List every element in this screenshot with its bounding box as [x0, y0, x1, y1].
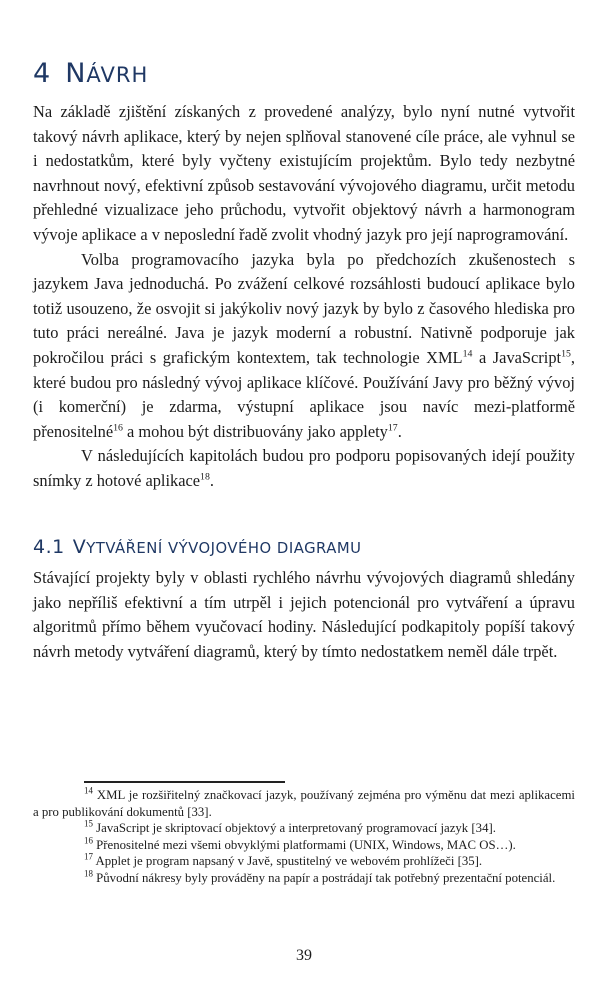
footnotes: [33, 787, 575, 887]
section-title-initial: V: [72, 536, 87, 558]
footnote-17: $^{17}$ Applet je program napsaný v Javě, spustitelný ve webovém prohlížeči [35].: [84, 852, 483, 869]
chapter-heading: [33, 58, 148, 89]
page-number: 39: [296, 947, 312, 964]
footnote-18: $^{18}$ Původní nákresy byly prováděny na papír a postrádají tak potřebný prezentační potenciál.: [84, 868, 556, 885]
footnote-14: $^{14}$ XML je rozšiřitelný značkovací jazyk, používaný zejména pro výměnu dat mezi aplikacemi a pro publikování dokumentů [33].: [33, 785, 575, 819]
document-page: [33, 0, 575, 1000]
footnote-ref-15[interactable]: 15: [561, 348, 571, 360]
footnote-ref-16[interactable]: 16: [113, 422, 123, 434]
paragraph-3: V následujících kapitolách budou pro podporu popisovaných idejí použity snímky z hotové aplikace$^{18}$.: [33, 446, 575, 490]
chapter-title-rest: ÁVRH: [86, 62, 149, 87]
section-number: 4.1: [33, 536, 65, 558]
chapter-body: [33, 100, 575, 494]
footnote-16: $^{16}$ Přenositelné mezi všemi obvyklými platformami (UNIX, Windows, MAC OS…).: [84, 835, 516, 852]
section-title-rest: YTVÁŘENÍ VÝVOJOVÉHO DIAGRAMU: [86, 540, 362, 557]
footnote-15: $^{15}$ JavaScript je skriptovací objektový a interpretovaný programovací jazyk [34].: [84, 818, 496, 836]
chapter-title-initial: N: [65, 58, 87, 89]
chapter-number: 4: [33, 58, 52, 89]
section-heading: [33, 536, 362, 558]
paragraph-1: Na základě zjištění získaných z provedené analýzy, bylo nyní nutné vytvořit takový návrh aplikace, který by nejen splňoval stanovené cíle práce, ale vyhnul se i nedostatkům, které byly vyčteny existujícím projektům. Bylo tedy nezbytné navrhnout nový, efektivní způsob sestavování vývojového diagramu, určit metodu přehledné vizualizace jeho průchodu, vytvořit objektový návrh a harmonogram vývoje aplikace a v neposlední řadě zvolit vhodný jazyk pro její naprogramování.: [33, 102, 575, 244]
paragraph-4: Stávající projekty byly v oblasti rychlého návrhu vývojových diagramů shledány jako nepříliš efektivní a tím utrpěl i jejich potencionál pro vytváření a úpravu algoritmů přímo během vyučovací hodiny. Následující podkapitoly popíší takový návrh metody vytváření diagramů, který by tímto nedostatkem neměl dále trpět.: [33, 568, 575, 661]
footnote-ref-17[interactable]: 17: [387, 422, 398, 434]
footnote-separator: [84, 781, 285, 783]
section-body: [33, 566, 575, 664]
paragraph-2: Volba programovacího jazyka byla po předchozích zkušenostech s jazykem Java jednoduchá. Po zvážení celkové rozsáhlosti budoucí aplikace bylo totiž usouzeno, že osvojit si jakýkoliv nový jazyk by bylo z časového hlediska pro tuto práci nereálné. Java je jazyk moderní a robustní. Nativně podporuje jak pokročilou práci s grafickým kontextem, tak technologie XML$^{14}$ a JavaScript$^{15}$, které budou pro následný vývoj aplikace klíčové. Používání Javy pro běžný vývoj (i komerční) je zdarma, výstupní aplikace jsou navíc mezi-platformě přenositelné$^{16}$ a mohou být distribuovány jako applety$^{17}$.: [33, 249, 575, 441]
footnote-ref-14[interactable]: 14: [462, 348, 473, 360]
footnote-ref-18[interactable]: 18: [200, 471, 210, 483]
